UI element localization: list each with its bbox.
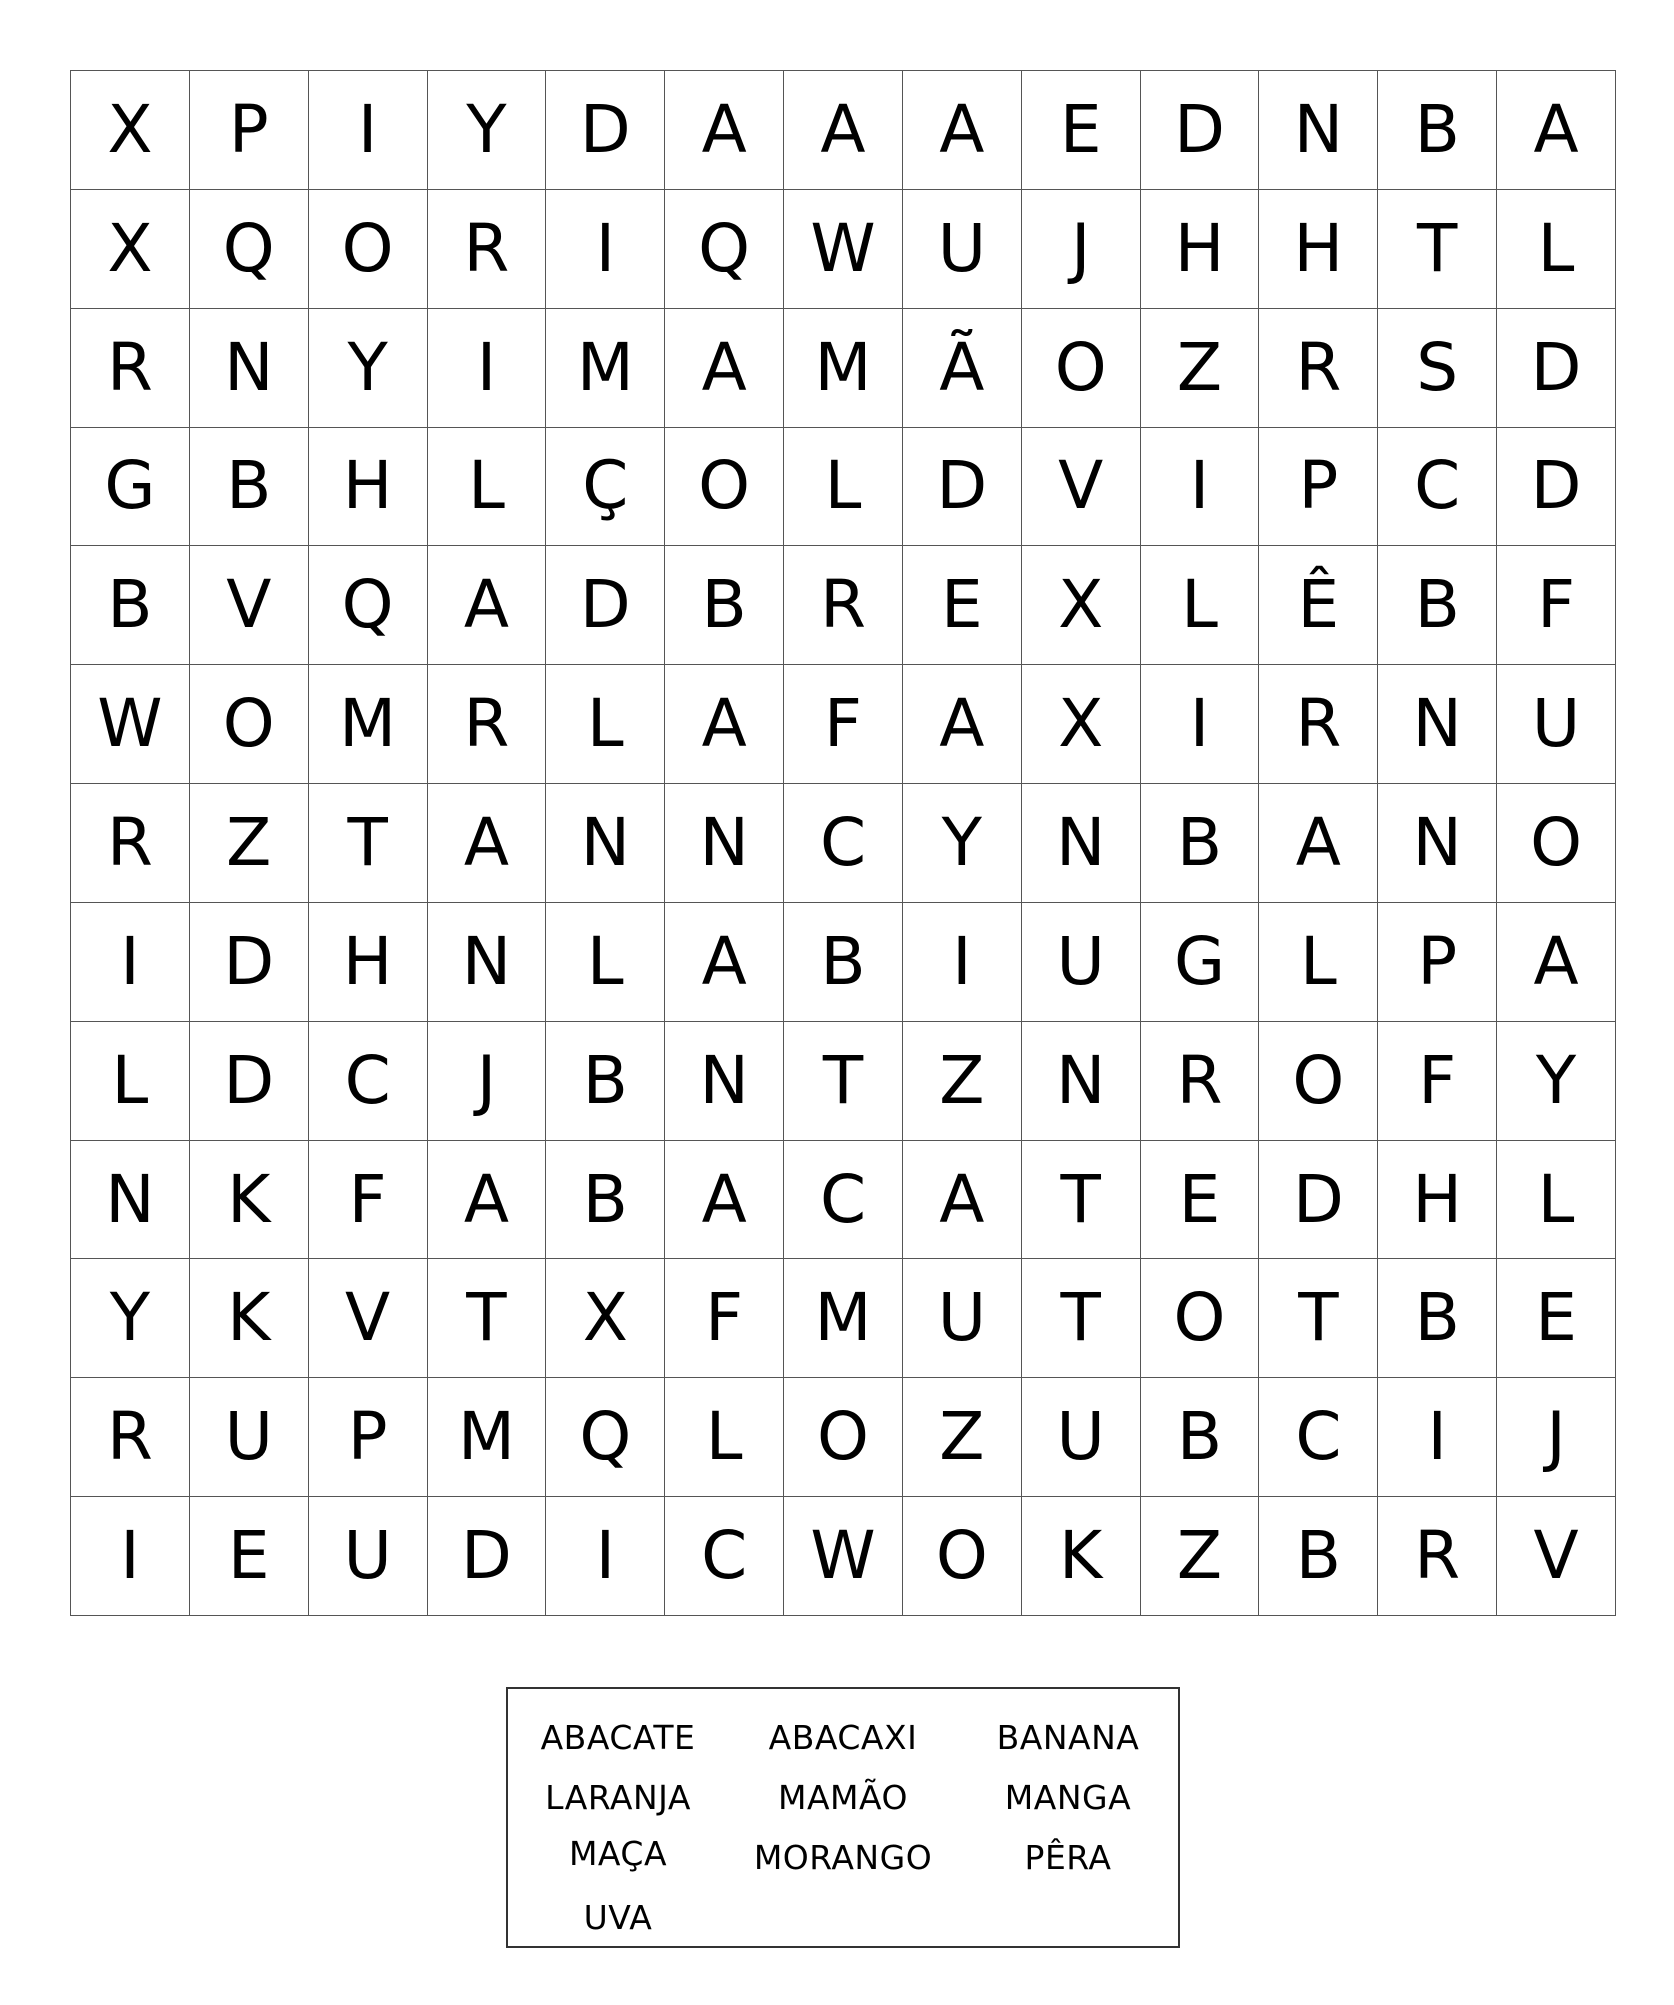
grid-cell[interactable]: V [309, 1259, 428, 1378]
grid-cell[interactable]: T [428, 1259, 547, 1378]
grid-cell[interactable]: X [1022, 665, 1141, 784]
grid-cell[interactable]: J [1497, 1378, 1616, 1497]
grid-cell[interactable]: C [1378, 428, 1497, 547]
grid-cell[interactable]: C [665, 1497, 784, 1616]
grid-cell[interactable]: U [1497, 665, 1616, 784]
grid-cell[interactable]: N [1022, 1022, 1141, 1141]
grid-cell[interactable]: R [784, 546, 903, 665]
grid-cell[interactable]: T [309, 784, 428, 903]
grid-cell[interactable]: X [546, 1259, 665, 1378]
grid-cell[interactable]: D [903, 428, 1022, 547]
grid-cell[interactable]: R [71, 309, 190, 428]
grid-cell[interactable]: A [1259, 784, 1378, 903]
grid-cell[interactable]: N [1259, 71, 1378, 190]
grid-cell[interactable]: J [428, 1022, 547, 1141]
grid-cell[interactable]: A [428, 1141, 547, 1260]
grid-cell[interactable]: I [309, 71, 428, 190]
grid-cell[interactable]: R [1259, 309, 1378, 428]
grid-cell[interactable]: O [1141, 1259, 1260, 1378]
grid-cell[interactable]: J [1022, 190, 1141, 309]
grid-cell[interactable]: T [1378, 190, 1497, 309]
grid-cell[interactable]: Z [190, 784, 309, 903]
grid-cell[interactable]: O [1022, 309, 1141, 428]
grid-cell[interactable]: C [309, 1022, 428, 1141]
grid-cell[interactable]: V [1022, 428, 1141, 547]
grid-cell[interactable]: I [1141, 665, 1260, 784]
grid-cell[interactable]: Q [665, 190, 784, 309]
grid-cell[interactable]: L [1497, 1141, 1616, 1260]
grid-cell[interactable]: D [190, 1022, 309, 1141]
grid-cell[interactable]: W [784, 190, 903, 309]
grid-cell[interactable]: N [1378, 784, 1497, 903]
grid-cell[interactable]: I [546, 1497, 665, 1616]
word-list-item: MAMÃO [778, 1778, 908, 1817]
grid-cell[interactable]: X [1022, 546, 1141, 665]
grid-cell[interactable]: E [1497, 1259, 1616, 1378]
grid-cell[interactable]: L [665, 1378, 784, 1497]
grid-cell[interactable]: I [71, 1497, 190, 1616]
grid-cell[interactable]: G [1141, 903, 1260, 1022]
grid-cell[interactable]: H [1259, 190, 1378, 309]
grid-cell[interactable]: I [903, 903, 1022, 1022]
word-list-item: UVA [583, 1898, 653, 1937]
grid-cell[interactable]: B [1141, 1378, 1260, 1497]
grid-cell[interactable]: A [903, 665, 1022, 784]
word-list-item: PÊRA [1024, 1838, 1112, 1877]
grid-cell[interactable]: Ã [903, 309, 1022, 428]
grid-cell[interactable]: B [1378, 546, 1497, 665]
grid-cell[interactable]: B [1378, 1259, 1497, 1378]
grid-cell[interactable]: V [190, 546, 309, 665]
grid-cell[interactable]: B [190, 428, 309, 547]
grid-cell[interactable]: P [309, 1378, 428, 1497]
grid-cell[interactable]: P [1259, 428, 1378, 547]
grid-cell[interactable]: B [665, 546, 784, 665]
grid-cell[interactable]: L [1259, 903, 1378, 1022]
grid-cell[interactable]: D [546, 71, 665, 190]
word-list-item: ABACATE [540, 1718, 696, 1757]
grid-cell[interactable]: N [190, 309, 309, 428]
grid-cell[interactable]: V [1497, 1497, 1616, 1616]
grid-cell[interactable]: L [784, 428, 903, 547]
grid-cell[interactable]: K [1022, 1497, 1141, 1616]
grid-cell[interactable]: P [1378, 903, 1497, 1022]
grid-cell[interactable]: N [1022, 784, 1141, 903]
grid-cell[interactable]: A [903, 71, 1022, 190]
word-list-item: BANANA [996, 1718, 1140, 1757]
grid-cell[interactable]: H [309, 428, 428, 547]
grid-cell[interactable]: L [428, 428, 547, 547]
grid-cell[interactable]: W [784, 1497, 903, 1616]
grid-cell[interactable]: A [665, 1141, 784, 1260]
grid-cell[interactable]: A [428, 546, 547, 665]
grid-cell[interactable]: A [903, 1141, 1022, 1260]
grid-cell[interactable]: F [665, 1259, 784, 1378]
word-list-item: MANGA [1004, 1778, 1132, 1817]
grid-cell[interactable]: C [1259, 1378, 1378, 1497]
grid-cell[interactable]: D [1497, 428, 1616, 547]
grid-cell[interactable]: A [665, 903, 784, 1022]
grid-cell[interactable]: Q [546, 1378, 665, 1497]
grid-cell[interactable]: Y [903, 784, 1022, 903]
grid-cell[interactable]: K [190, 1259, 309, 1378]
grid-cell[interactable]: I [71, 903, 190, 1022]
grid-cell[interactable]: H [1141, 190, 1260, 309]
grid-cell[interactable]: E [1141, 1141, 1260, 1260]
grid-cell[interactable]: D [1259, 1141, 1378, 1260]
grid-cell[interactable]: D [1497, 309, 1616, 428]
grid-cell[interactable]: R [428, 665, 547, 784]
grid-cell[interactable]: U [309, 1497, 428, 1616]
grid-cell[interactable]: I [1378, 1378, 1497, 1497]
grid-cell[interactable]: R [71, 784, 190, 903]
grid-cell[interactable]: A [665, 71, 784, 190]
grid-cell[interactable]: A [1497, 903, 1616, 1022]
grid-cell[interactable]: U [1022, 1378, 1141, 1497]
grid-cell[interactable]: C [784, 784, 903, 903]
grid-cell[interactable]: Ç [546, 428, 665, 547]
grid-cell[interactable]: O [1497, 784, 1616, 903]
grid-cell[interactable]: A [428, 784, 547, 903]
grid-cell[interactable]: Q [190, 190, 309, 309]
grid-cell[interactable]: L [1141, 546, 1260, 665]
grid-cell[interactable]: R [1141, 1022, 1260, 1141]
grid-cell[interactable]: R [71, 1378, 190, 1497]
grid-cell[interactable]: E [903, 546, 1022, 665]
grid-cell[interactable]: W [71, 665, 190, 784]
grid-cell[interactable]: D [428, 1497, 547, 1616]
word-list-item: LARANJA [545, 1778, 691, 1817]
grid-cell[interactable]: S [1378, 309, 1497, 428]
grid-cell[interactable]: T [1022, 1259, 1141, 1378]
grid-cell[interactable]: Y [309, 309, 428, 428]
grid-cell[interactable]: N [665, 1022, 784, 1141]
grid-cell[interactable]: B [546, 1141, 665, 1260]
grid-cell[interactable]: D [546, 546, 665, 665]
grid-cell[interactable]: A [665, 309, 784, 428]
grid-cell[interactable]: D [1141, 71, 1260, 190]
grid-cell[interactable]: G [71, 428, 190, 547]
word-list-item: MAÇA [568, 1834, 668, 1873]
grid-cell[interactable]: Y [428, 71, 547, 190]
grid-cell[interactable]: O [665, 428, 784, 547]
grid-cell[interactable]: B [1141, 784, 1260, 903]
grid-cell[interactable]: M [309, 665, 428, 784]
grid-cell[interactable]: R [1259, 665, 1378, 784]
grid-cell[interactable]: N [1378, 665, 1497, 784]
grid-cell[interactable]: F [1497, 546, 1616, 665]
letter-grid [70, 70, 1616, 1616]
grid-cell[interactable]: C [784, 1141, 903, 1260]
grid-cell[interactable]: E [1022, 71, 1141, 190]
grid-cell[interactable]: E [190, 1497, 309, 1616]
grid-cell[interactable]: U [903, 1259, 1022, 1378]
word-list-item: MORANGO [753, 1838, 933, 1877]
grid-cell[interactable]: H [309, 903, 428, 1022]
grid-cell[interactable]: B [71, 546, 190, 665]
grid-cell[interactable]: H [1378, 1141, 1497, 1260]
grid-cell[interactable]: I [1141, 428, 1260, 547]
grid-cell[interactable]: Z [903, 1378, 1022, 1497]
grid-cell[interactable]: O [309, 190, 428, 309]
grid-cell[interactable]: Y [1497, 1022, 1616, 1141]
grid-cell[interactable]: L [1497, 190, 1616, 309]
grid-cell[interactable]: O [784, 1378, 903, 1497]
grid-cell[interactable]: O [903, 1497, 1022, 1616]
grid-cell[interactable]: U [190, 1378, 309, 1497]
grid-cell[interactable]: F [1378, 1022, 1497, 1141]
grid-cell[interactable]: M [546, 309, 665, 428]
grid-cell[interactable]: B [1378, 71, 1497, 190]
grid-cell[interactable]: Z [903, 1022, 1022, 1141]
word-list-item: ABACAXI [768, 1718, 918, 1757]
grid-cell[interactable]: L [546, 665, 665, 784]
grid-cell[interactable]: A [784, 71, 903, 190]
grid-cell[interactable]: N [665, 784, 784, 903]
grid-cell[interactable]: L [71, 1022, 190, 1141]
grid-cell[interactable]: I [546, 190, 665, 309]
word-list-box [506, 1687, 1180, 1948]
grid-cell[interactable]: Y [71, 1259, 190, 1378]
grid-cell[interactable]: D [190, 903, 309, 1022]
grid-cell[interactable]: N [546, 784, 665, 903]
grid-cell[interactable]: O [1259, 1022, 1378, 1141]
grid-cell[interactable]: M [784, 309, 903, 428]
grid-cell[interactable]: N [428, 903, 547, 1022]
grid-cell[interactable]: M [428, 1378, 547, 1497]
grid-cell[interactable]: X [71, 71, 190, 190]
grid-cell[interactable]: L [546, 903, 665, 1022]
grid-cell[interactable]: M [784, 1259, 903, 1378]
grid-cell[interactable]: B [546, 1022, 665, 1141]
grid-cell[interactable]: R [428, 190, 547, 309]
grid-cell[interactable]: B [784, 903, 903, 1022]
grid-cell[interactable]: K [190, 1141, 309, 1260]
grid-cell[interactable]: U [903, 190, 1022, 309]
grid-cell[interactable]: R [1378, 1497, 1497, 1616]
grid-cell[interactable]: X [71, 190, 190, 309]
grid-cell[interactable]: U [1022, 903, 1141, 1022]
grid-cell[interactable]: Z [1141, 1497, 1260, 1616]
grid-cell[interactable]: P [190, 71, 309, 190]
grid-cell[interactable]: Ê [1259, 546, 1378, 665]
grid-cell[interactable]: F [784, 665, 903, 784]
grid-cell[interactable]: O [190, 665, 309, 784]
grid-cell[interactable]: B [1259, 1497, 1378, 1616]
grid-cell[interactable]: A [1497, 71, 1616, 190]
grid-cell[interactable]: T [1022, 1141, 1141, 1260]
grid-cell[interactable]: Z [1141, 309, 1260, 428]
grid-cell[interactable]: F [309, 1141, 428, 1260]
grid-cell[interactable]: T [784, 1022, 903, 1141]
grid-cell[interactable]: A [665, 665, 784, 784]
grid-cell[interactable]: T [1259, 1259, 1378, 1378]
grid-cell[interactable]: I [428, 309, 547, 428]
grid-cell[interactable]: Q [309, 546, 428, 665]
grid-cell[interactable]: N [71, 1141, 190, 1260]
